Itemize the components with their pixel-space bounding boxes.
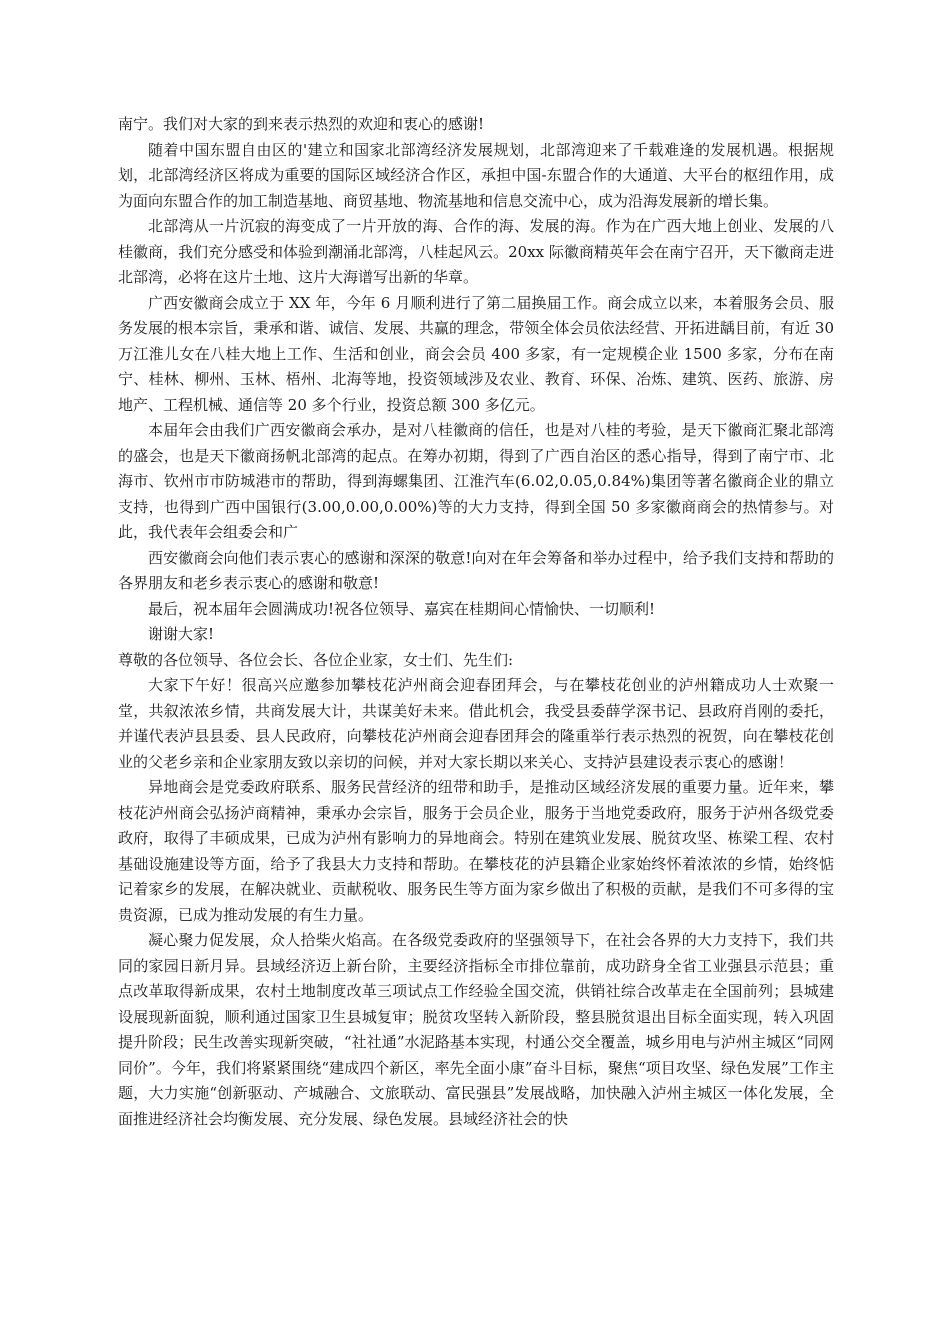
paragraph: 随着中国东盟自由区的'建立和国家北部湾经济发展规划，北部湾迎来了千载难逢的发展机遇。根据规划，北部湾经济区将成为重要的国际区域经济合作区，承担中国-东盟合作的大通道、大平台的枢纽作用，成为面向东盟合作的加工制造基地、商贸基地、物流基地和信息交流中心，成为沿海发展新的增长集。 (118, 140, 834, 210)
paragraph: 异地商会是党委政府联系、服务民营经济的纽带和助手，是推动区域经济发展的重要力量。近年来，攀枝花泸州商会弘扬泸商精神，秉承办会宗旨，服务于会员企业，服务于当地党委政府，服务于泸州各级党委政府，取得了丰硕成果，已成为泸州有影响力的异地商会。特别在建筑业发展、脱贫攻坚、栋梁工程、农村基础设施建设等方面，给予了我县大力支持和帮助。在攀枝花的泸县籍企业家始终怀着浓浓的乡情，始终惦记着家乡的发展，在解决就业、贡献税收、服务民生等方面为家乡做出了积极的贡献，是我们不可多得的宝贵资源，已成为推动发展的有生力量。 (118, 778, 834, 924)
paragraph: 大家下午好！很高兴应邀参加攀枝花泸州商会迎春团拜会，与在攀枝花创业的泸州籍成功人士欢聚一堂，共叙浓浓乡情，共商发展大计，共谋美好未来。借此机会，我受县委薛学深书记、县政府肖刚的委托，并谨代表泸县县委、县人民政府，向攀枝花泸州商会迎春团拜会的隆重举行表示热烈的祝贺，向在攀枝花创业的父老乡亲和企业家朋友致以亲切的问候，并对大家长期以来关心、支持泸县建设表示衷心的感谢！ (118, 676, 834, 771)
paragraph: 本届年会由我们广西安徽商会承办，是对八桂徽商的信任，也是对八桂的考验，是天下徽商汇聚北部湾的盛会，也是天下徽商扬帆北部湾的起点。在筹办初期，得到了广西自治区的悉心指导，得到了南宁市、北海市、钦州市市防城港市的帮助，得到海螺集团、江淮汽车(6.02,0.05,0.84%)集团等著名徽商企业的鼎立支持，也得到广西中国银行(3.00,0.00,0.00%)等的大力支持，得到全国 50 多家徽商商会的热情参与。对此，我代表年会组委会和广 (118, 421, 834, 541)
paragraph: 西安徽商会向他们表示衷心的感谢和深深的敬意!向对在年会筹备和举办过程中，给予我们支持和帮助的各界朋友和老乡表示衷心的感谢和敬意! (118, 548, 834, 592)
paragraph: 尊敬的各位领导、各位会长、各位企业家，女士们、先生们: (118, 650, 514, 669)
paragraph: 谢谢大家! (148, 625, 215, 643)
paragraph: 广西安徽商会成立于 XX 年，今年 6 月顺利进行了第二届换届工作。商会成立以来，本着服务会员、服务发展的根本宗旨，秉承和谐、诚信、发展、共赢的理念，带领全体会员依法经营、开拓进龋目前，有近 30 万江淮儿女在八桂大地上工作、生活和创业，商会会员 400 多家，有一定规模企业 1500 多家，分布在南宁、桂林、柳州、玉林、梧州、北海等地，投资领域涉及农业、教育、环保、冶炼、建筑、医药、旅游、房地产、工程机械、通信等 20 多个行业，投资总额 300 多亿元。 (118, 293, 834, 414)
paragraph: 北部湾从一片沉寂的海变成了一片开放的海、合作的海、发展的海。作为在广西大地上创业、发展的八桂徽商，我们充分感受和体验到潮涌北部湾，八桂起风云。20xx 际徽商精英年会在南宁召开，天下徽商走进北部湾，必将在这片土地、这片大海谱写出新的华章。 (118, 217, 834, 286)
document-page (118, 112, 834, 1132)
paragraph: 凝心聚力促发展，众人拾柴火焰高。在各级党委政府的坚强领导下，在社会各界的大力支持下，我们共同的家园日新月异。县域经济迈上新台阶，主要经济指标全市排位靠前，成功跻身全省工业强县示范县；重点改革取得新成果，农村土地制度改革三项试点工作经验全国交流，供销社综合改革走在全国前列；县城建设展现新面貌，顺利通过国家卫生县城复审；脱贫攻坚转入新阶段，整县脱贫退出目标全面实现，转入巩固提升阶段；民生改善实现新突破，“社社通”水泥路基本实现，村通公交全覆盖，城乡用电与泸州主城区“同网同价”。今年，我们将紧紧围绕“建成四个新区，率先全面小康”奋斗目标，聚焦“项目攻坚、绿色发展”工作主题，大力实施“创新驱动、产城融合、文旅联动、富民强县”发展战略，加快融入泸州主城区一体化发展，全面推进经济社会均衡发展、充分发展、绿色发展。县域经济社会的快 (118, 931, 834, 1128)
paragraph: 南宁。我们对大家的到来表示热烈的欢迎和衷心的感谢! (118, 115, 485, 133)
paragraph: 最后，祝本届年会圆满成功!祝各位领导、嘉宾在桂期间心情愉快、一切顺利! (148, 599, 656, 618)
